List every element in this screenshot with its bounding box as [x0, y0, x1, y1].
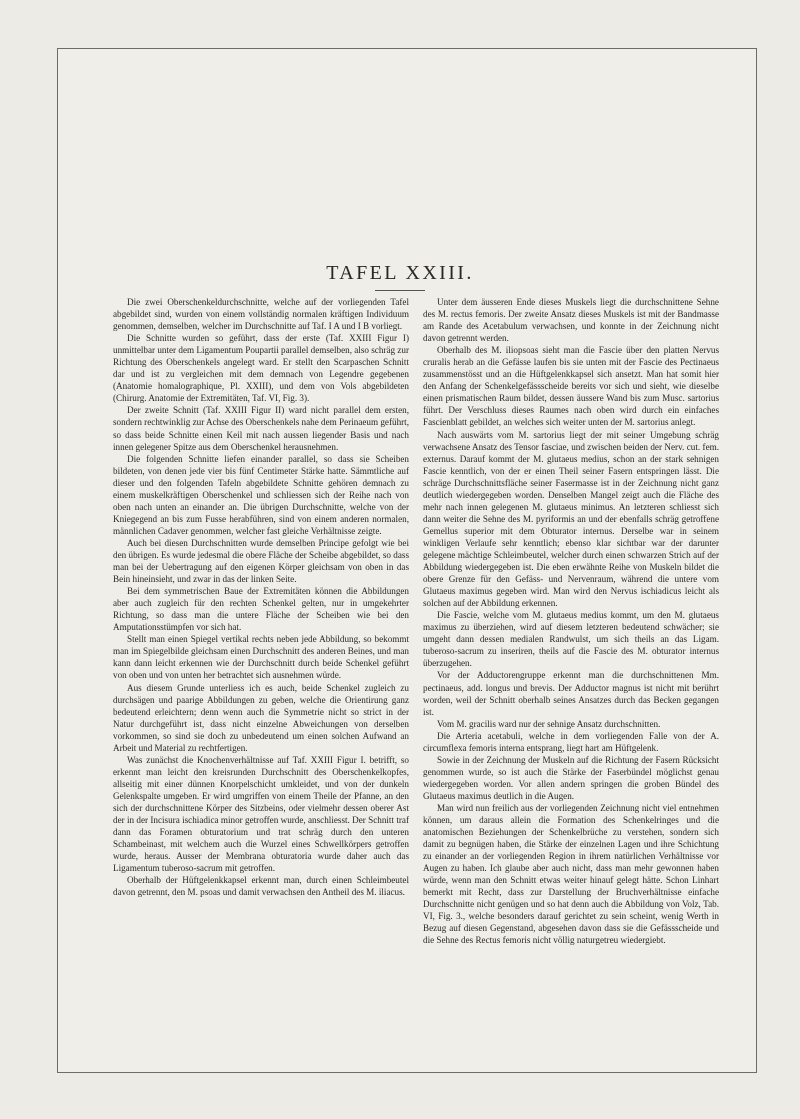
paragraph: Unter dem äusseren Ende dieses Muskels liegt die durchschnittene Sehne des M. rectus femoris. Der zweite Ansatz dieses Muskels ist mit der Bandmasse am Rande des Acetabulum verwachsen, und konnte in der Zeichnung nicht davon getrennt werden.: [423, 297, 719, 344]
paragraph: Sowie in der Zeichnung der Muskeln auf die Richtung der Fasern Rücksicht genommen wurde, so ist auch die Stärke der Faserbündel möglichst genau wiedergegeben worden. Vor allen andern springen die groben Bündel des Glutaeus maximus deutlich in die Augen.: [423, 754, 719, 801]
right-column: [423, 296, 719, 947]
paragraph: Aus diesem Grunde unterliess ich es auch, beide Schenkel zugleich zu durchsägen und paarige Abbildungen zu geben, welche die Orientirung ganz bedeutend erleichtern; denn wenn auch die Symmetrie nicht so strict in der Natur durchgeführt ist, dass nicht einzelne Abweichungen von derselben vorkommen, so sind sie doch zu unbedeutend um einen solchen Aufwand an Arbeit und Material zu rechtfertigen.: [113, 682, 409, 753]
paragraph: Oberhalb der Hüftgelenkkapsel erkennt man, durch einen Schleimbeutel davon getrennt, den M. psoas und damit verwachsen den Antheil des M. iliacus.: [113, 875, 409, 898]
paragraph: Vor der Adductorengruppe erkennt man die durchschnittenen Mm. pectinaeus, add. longus und brevis. Der Adductor magnus ist nicht mit berührt worden, weil der Schnitt oberhalb seines Ansatzes durch das Becken gegangen ist.: [423, 670, 719, 717]
paragraph: Nach auswärts vom M. sartorius liegt der mit seiner Umgebung schräg verwachsene Ansatz des Tensor fasciae, und zwischen beiden der Nerv. cut. fem. externus. Darauf kommt der M. glutaeus medius, schon an der stark sehnigen Fascie kenntlich, von der er einen Theil seiner Fasern entspringen lässt. Die schräge Durchschnittsfläche seiner Fasermasse ist in der Zeichnung nicht ganz deutlich wiedergegeben worden. Denselben Mangel zeigt auch die Fläche des mehr nach innen gelegenen M. glutaeus minimus. An letzteren schliesst sich dann weiter die Sehne des M. pyriformis an und der ebenfalls schräg getroffene Gemellus superior mit dem Obturator internus. Derselbe war in seinem winkligen Verlaufe sehr kenntlich; ebenso klar sichtbar war der darunter gelegene mächtige Schleimbeutel, welcher durch einen schwarzen Strich auf der Abbildung wiedergegeben ist. Die eben erwähnte Reihe von Muskeln bildet die obere Grenze für den Gefäss- und Nervenraum, während die untere vom Glutaeus maximus gegeben wird. Man wird den Nervus ischiadicus leicht als solchen auf der Abbildung erkennen.: [423, 429, 719, 609]
paragraph: Die zwei Oberschenkeldurchschnitte, welche auf der vorliegenden Tafel abgebildet sind, wurden von einem vollständig normalen kräftigen Individuum genommen, demselben, welcher im Durchschnitte auf Taf. I A und I B vorliegt.: [113, 297, 409, 332]
left-column: [113, 296, 409, 898]
page-title: TAFEL XXIII.: [326, 262, 474, 284]
paragraph: Was zunächst die Knochenverhältnisse auf Taf. XXIII Figur I. betrifft, so erkennt man leicht den kreisrunden Durchschnitt des Oberschenkelkopfes, allseitig mit einer dünnen Knorpelschicht umkleidet, und von der dunkeln Gelenkspalte umgeben. Er wird umgriffen von einem Theile der Pfanne, an den sich der durchschnittene Körper des Sitzbeins, oder vielmehr dessen oberer Ast der in der Incisura ischiadica minor getroffen wurde, anschliesst. Der Schnitt traf dann das Foramen obturatorium und trat schräg durch den unteren Schambeinast, mit welchem auch die Wurzel eines Schwellkörpers getroffen wurde, heraus. Ausser der Membrana obturatoria wurde daher auch das Ligamentum tuberoso-sacrum mit getroffen.: [113, 754, 409, 874]
paragraph: Man wird nun freilich aus der vorliegenden Zeichnung nicht viel entnehmen können, um daraus allein die Formation des Schenkelringes und die anatomischen Beziehungen der Schenkelbrüche zu verstehen, sondern sich damit zu begnügen haben, die Stärke der einzelnen Lagen und ihre Schichtung zu einander an der vorliegenden Region in ihrem natürlichen Verhältnisse vor Augen zu haben. Ich glaube aber auch nicht, dass man mehr gewonnen haben würde, wenn man den Schnitt etwas weiter hinauf gelegt hätte. Schon Linhart bemerkt mit Recht, dass zur Darstellung der Bruchverhältnisse einfache Durchschnitte nicht genügen und so hat denn auch die Abbildung von Volz, Tab. VI, Fig. 3., welche besonders darauf gerichtet zu sein scheint, wenig Werth in Bezug auf diesen Gegenstand, abgesehen davon dass sie die Gefässscheide und die Sehne des Rectus femoris nicht völlig naturgetreu wiedergiebt.: [423, 802, 719, 946]
paragraph: Die folgenden Schnitte liefen einander parallel, so dass sie Scheiben bildeten, von denen jede vier bis fünf Centimeter Stärke hatte. Sämmtliche auf dieser und den folgenden Tafeln abgebildete Schnitte gehören demnach zu einem muskelkräftigen Oberschenkel und schliessen sich der Reihe nach von oben nach unten an einander an. Die übrigen Durchschnitte, welche von der Kniegegend an bis zum Fusse herabführen, sind von einem anderen normalen, männlichen Cadaver genommen, welcher fast gleiche Verhältnisse zeigte.: [113, 453, 409, 536]
paragraph: Bei dem symmetrischen Baue der Extremitäten können die Abbildungen aber auch zugleich für den rechten Schenkel gelten, nur in umgekehrter Richtung, so dass man die untere Fläche der Scheiben wie bei den Amputationsstümpfen vor sich hat.: [113, 586, 409, 633]
paragraph: Oberhalb des M. iliopsoas sieht man die Fascie über den platten Nervus cruralis herab an die Gefässe laufen bis sie unten mit der Fascie des Pectinaeus zusammenstösst und an die Hüftgelenkkapsel sich ansetzt. Man hat somit hier den Anfang der Schenkelgefässscheide bereits vor sich und sieht, wie dieselbe einen prismatischen Raum bildet, dessen äussere Wand bis zum Musc. sartorius führt. Der Verschluss dieses Raumes nach oben wird durch ein einfaches Fascienblatt gebildet, an welches sich weiter unten der M. sartorius anlegt.: [423, 345, 719, 428]
paragraph: Die Arteria acetabuli, welche in dem vorliegenden Falle von der A. circumflexa femoris interna entsprang, liegt hart am Hüftgelenk.: [423, 730, 719, 753]
title-rule: [375, 290, 425, 291]
paragraph: Auch bei diesen Durchschnitten wurde demselben Principe gefolgt wie bei den übrigen. Es wurde jedesmal die obere Fläche der Scheibe abgebildet, so dass man bei der Uebertragung auf den eigenen Körper gleichsam von oben in das Bein hineinsieht, und zwar in das der linken Seite.: [113, 537, 409, 585]
paragraph: Der zweite Schnitt (Taf. XXIII Figur II) ward nicht parallel dem ersten, sondern rechtwinklig zur Achse des Oberschenkels nahe dem Perinaeum geführt, so dass beide Schnitte einen Keil mit nach aussen liegender Basis und nach innen gelegener Spitze aus dem Oberschenkel herausnehmen.: [113, 405, 409, 452]
paragraph: Vom M. gracilis ward nur der sehnige Ansatz durchschnitten.: [437, 718, 661, 729]
paragraph: Die Schnitte wurden so geführt, dass der erste (Taf. XXIII Figur I) unmittelbar unter dem Ligamentum Poupartii parallel demselben, also schräg zur Richtung des Oberschenkels angelegt ward. Er stellt den Scarpaschen Schnitt dar und ist zu vergleichen mit dem demnach von Legendre gegebenen (Anatomie homalographique, Pl. XXIII), und dem von Vols abgebildeten (Chirurg. Anatomie der Extremitäten, Taf. VI, Fig. 3).: [113, 333, 409, 404]
paragraph: Die Fascie, welche vom M. glutaeus medius kommt, um den M. glutaeus maximus zu überziehen, wird auf diesem letzteren bedeutend schwächer; sie umgeht dann dessen medialen Randwulst, um sich theils an das Ligam. tuberoso-sacrum zu inseriren, theils auf die Fascie des M. obturator internus überzugehen.: [423, 610, 719, 669]
paragraph: Stellt man einen Spiegel vertikal rechts neben jede Abbildung, so bekommt man im Spiegelbilde gleichsam einen Durchschnitt des anderen Beines, und man kann dann leicht erkennen wie der Durchschnitt durch beide Schenkel geführt von oben und von unten her betrachtet sich ausnehmen würde.: [113, 634, 409, 681]
